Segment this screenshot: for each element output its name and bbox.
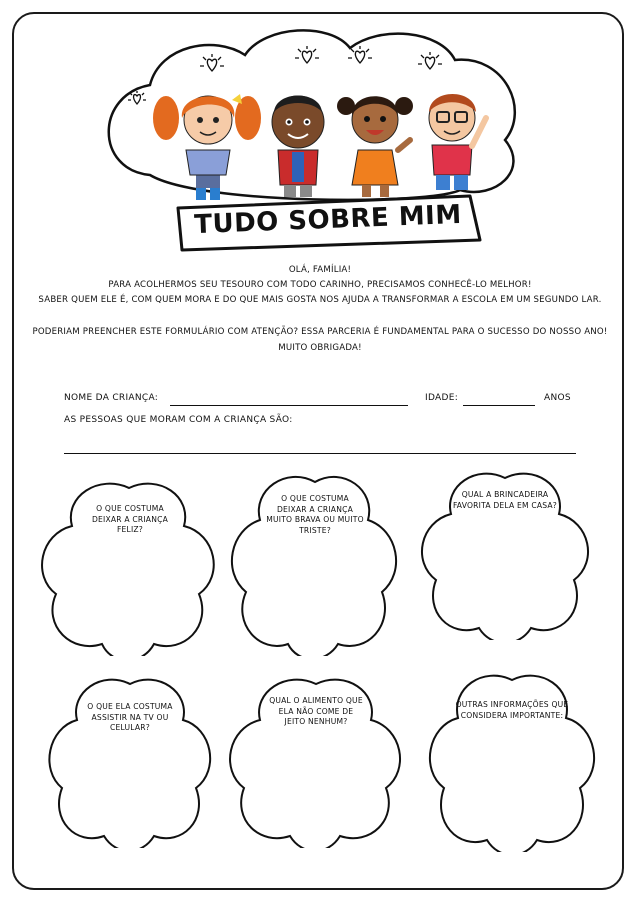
page-title: TUDO SOBRE MIM <box>193 199 463 241</box>
flower-box-tv[interactable] <box>42 672 218 848</box>
child-name-field[interactable] <box>170 405 408 406</box>
age-field[interactable] <box>463 405 535 406</box>
age-unit-label: ANOS <box>544 393 571 403</box>
intro-line-2: SABER QUEM ELE É, COM QUEM MORA E DO QUE MAIS GOSTA NOS AJUDA A TRANSFORMAR A ESCOLA EM UM SEGUNDO LAR. <box>38 295 602 305</box>
flower-box-food[interactable] <box>222 672 410 848</box>
household-label: AS PESSOAS QUE MORAM COM A CRIANÇA SÃO: <box>64 415 293 425</box>
household-field[interactable] <box>64 453 576 454</box>
flower-question-4: O QUE ELA COSTUMA ASSISTIR NA TV OU CELULAR? <box>87 702 173 732</box>
age-label: IDADE: <box>425 393 459 403</box>
flower-question-3: QUAL A BRINCADEIRA FAVORITA DELA EM CASA? <box>452 490 558 510</box>
flower-shape <box>34 476 224 656</box>
flower-shape <box>422 668 602 852</box>
flower-question-6: OUTRAS INFORMAÇÕES QUE CONSIDERA IMPORTANTE: <box>455 700 569 720</box>
flower-box-other[interactable] <box>422 668 602 852</box>
flower-box-happy[interactable] <box>34 476 224 656</box>
intro-line-1: PARA ACOLHERMOS SEU TESOURO COM TODO CARINHO, PRECISAMOS CONHECÊ-LO MELHOR! <box>108 280 532 290</box>
child-name-label: NOME DA CRIANÇA: <box>64 393 159 403</box>
intro-greeting: OLÁ, FAMÍLIA! <box>288 265 352 275</box>
flower-question-2: O QUE COSTUMA DEIXAR A CRIANÇA MUITO BRAVA OU MUITO TRISTE? <box>266 494 364 535</box>
intro-line-4: MUITO OBRIGADA! <box>278 343 362 353</box>
flower-shape <box>42 672 218 848</box>
intro-line-3: PODERIAM PREENCHER ESTE FORMULÁRIO COM ATENÇÃO? ESSA PARCERIA É FUNDAMENTAL PARA O SUCESSO DO NOSSO ANO! <box>32 327 608 337</box>
flower-question-1: O QUE COSTUMA DEIXAR A CRIANÇA FELIZ? <box>92 504 168 534</box>
flower-question-5: QUAL O ALIMENTO QUE ELA NÃO COME DE JEITO NENHUM? <box>269 696 363 726</box>
flower-box-play[interactable] <box>414 466 596 640</box>
flower-box-upset[interactable] <box>226 468 404 656</box>
